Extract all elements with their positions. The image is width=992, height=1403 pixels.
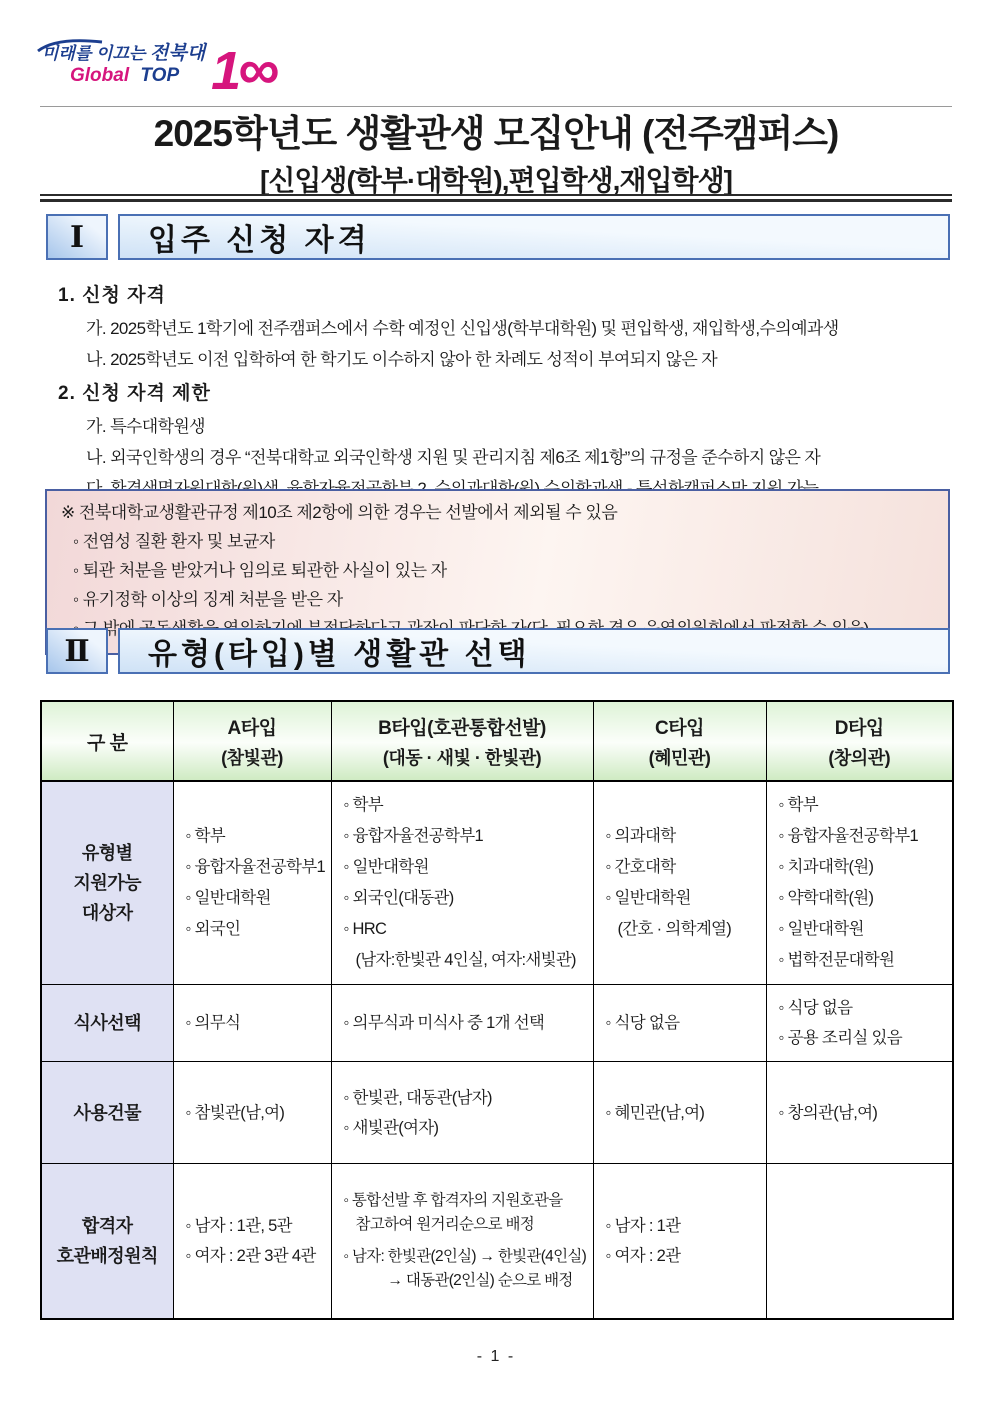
section2-header bbox=[46, 628, 950, 674]
cell-buildings-type-a: ◦ 참빛관(남,여) bbox=[173, 1062, 331, 1164]
section1-heading: 입주 신청 자격 bbox=[118, 214, 950, 260]
cell-targets-type-d: ◦ 학부 ◦ 융합자율전공학부1 ◦ 치과대학(원) ◦ 약학대학(원) ◦ 일반대학원 ◦ 법학전문대학원 bbox=[766, 781, 953, 985]
col-header-type-a: A타입 (참빛관) bbox=[173, 701, 331, 781]
eligibility-item bbox=[58, 280, 962, 375]
logo-global-label: Global bbox=[70, 64, 130, 86]
logo-digit-one: 1 bbox=[211, 41, 239, 101]
item1-title: 1. 신청 자격 bbox=[58, 285, 166, 306]
logo-text bbox=[42, 44, 205, 86]
logo-tagline bbox=[42, 44, 205, 64]
cell-buildings-type-b: ◦ 한빛관, 대동관(남자) ◦ 새빛관(여자) bbox=[331, 1062, 593, 1164]
item2-line: 나. 외국인학생의 경우 “전북대학교 외국인학생 지원 및 관리지침 제6조 제1항”의 규정을 준수하지 않은 자 bbox=[86, 448, 821, 467]
cell-assignment-type-d bbox=[766, 1164, 953, 1319]
cell-meal-type-a: ◦ 의무식 bbox=[173, 985, 331, 1062]
cell-assignment-type-c: ◦ 남자 : 1관 ◦ 여자 : 2관 bbox=[593, 1164, 766, 1319]
item2-title: 2. 신청 자격 제한 bbox=[58, 383, 211, 404]
row-header-buildings: 사용건물 bbox=[41, 1062, 173, 1164]
row-header-assignment-principle: 합격자 호관배정원칙 bbox=[41, 1164, 173, 1319]
cell-meal-type-b: ◦ 의무식과 미식사 중 1개 선택 bbox=[331, 985, 593, 1062]
logo-infinity-glyph: ∞ bbox=[238, 37, 280, 102]
notice-title: ※ 전북대학교생활관규정 제10조 제2항에 의한 경우는 선발에서 제외될 수 있음 bbox=[61, 503, 618, 522]
section2-heading: 유형(타입)별 생활관 선택 bbox=[118, 628, 950, 674]
notice-item: ◦ 전염성 질환 환자 및 보균자 bbox=[73, 532, 275, 551]
cell-buildings-type-c: ◦ 혜민관(남,여) bbox=[593, 1062, 766, 1164]
logo-swoosh-icon bbox=[36, 37, 106, 53]
university-logo bbox=[42, 37, 280, 102]
table-row-assignment-principle bbox=[41, 1164, 953, 1319]
cell-targets-type-c: ◦ 의과대학 ◦ 간호대학 ◦ 일반대학원 (간호 · 의학계열) bbox=[593, 781, 766, 985]
logo-tagline-univ: 전북대 bbox=[150, 43, 206, 64]
logo-global-top bbox=[42, 66, 205, 86]
item2-line: 가. 특수대학원생 bbox=[86, 417, 206, 436]
table-header-row bbox=[41, 701, 953, 781]
cell-meal-type-c: ◦ 식당 없음 bbox=[593, 985, 766, 1062]
col-header-type-b: B타입(호관통합선발) (대동 · 새빛 · 한빛관) bbox=[331, 701, 593, 781]
table-row-buildings bbox=[41, 1062, 953, 1164]
table-row-meal-choice bbox=[41, 985, 953, 1062]
title-double-rule bbox=[40, 194, 952, 202]
section1-header bbox=[46, 214, 950, 260]
section2-numeral-box: Ⅱ bbox=[46, 628, 108, 674]
title-block bbox=[40, 110, 952, 199]
item1-line: 가. 2025학년도 1학기에 전주캠퍼스에서 수학 예정인 신입생(학부대학원) 및 편입학생, 재입학생,수의예과생 bbox=[86, 319, 839, 338]
cell-buildings-type-d: ◦ 창의관(남,여) bbox=[766, 1062, 953, 1164]
logo-top-label: TOP bbox=[140, 64, 180, 86]
col-header-type-c: C타입 (혜민관) bbox=[593, 701, 766, 781]
row-header-meal-choice: 식사선택 bbox=[41, 985, 173, 1062]
cell-assignment-type-b: ◦ 통합선발 후 합격자의 지원호관을 참고하여 원거리순으로 배정 ◦ 남자: 한빛관(2인실) → 한빛관(4인실) → 대동관(2인실) 순으로 배정 bbox=[331, 1164, 593, 1319]
item1-line: 나. 2025학년도 이전 입학하여 한 학기도 이수하지 않아 한 차례도 성적이 부여되지 않은 자 bbox=[86, 350, 718, 369]
page-title: 2025학년도 생활관생 모집안내 (전주캠퍼스) bbox=[153, 113, 839, 154]
logo-tagline-small: 미래를 이끄는 bbox=[42, 44, 146, 63]
col-header-type-d: D타입 (창의관) bbox=[766, 701, 953, 781]
top-rule bbox=[40, 106, 952, 107]
page-number: - 1 - bbox=[476, 1348, 516, 1365]
row-header-eligible-targets: 유형별 지원가능 대상자 bbox=[41, 781, 173, 985]
cell-targets-type-b: ◦ 학부 ◦ 융합자율전공학부1 ◦ 일반대학원 ◦ 외국인(대동관) ◦ HRC (남자:한빛관 4인실, 여자:새빛관) bbox=[331, 781, 593, 985]
dorm-type-table bbox=[40, 700, 954, 1320]
cell-meal-type-d: ◦ 식당 없음 ◦ 공용 조리실 있음 bbox=[766, 985, 953, 1062]
col-header-category: 구 분 bbox=[41, 701, 173, 781]
notice-item: ◦ 퇴관 처분을 받았거나 임의로 퇴관한 사실이 있는 자 bbox=[73, 561, 447, 580]
cell-targets-type-a: ◦ 학부 ◦ 융합자율전공학부1 ◦ 일반대학원 ◦ 외국인 bbox=[173, 781, 331, 985]
restriction-item bbox=[58, 378, 962, 504]
item1-lines bbox=[58, 313, 962, 375]
cell-assignment-type-a: ◦ 남자 : 1관, 5관 ◦ 여자 : 2관 3관 4관 bbox=[173, 1164, 331, 1319]
notice-item: ◦ 유기정학 이상의 징계 처분을 받은 자 bbox=[73, 590, 343, 609]
table-row-eligible-targets bbox=[41, 781, 953, 985]
section1-numeral-box: Ⅰ bbox=[46, 214, 108, 260]
logo-100-icon bbox=[211, 37, 280, 102]
page-subtitle: [신입생(학부·대학원),편입학생,재입학생] bbox=[260, 165, 732, 197]
